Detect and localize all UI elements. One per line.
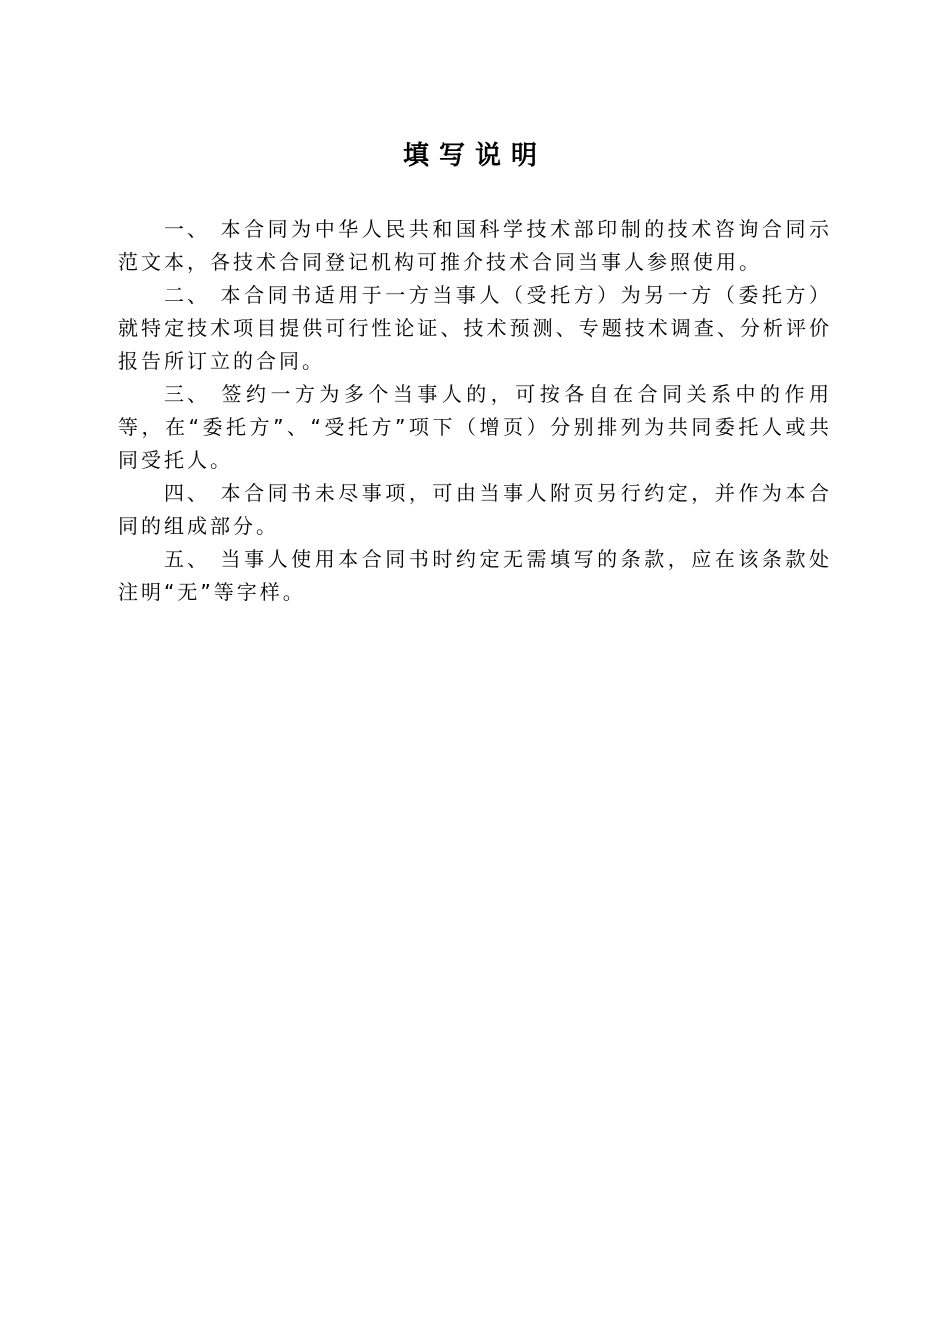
item-number: 三、 xyxy=(164,382,210,406)
item-text: 签约一方为多个当事人的，可按各自在合同关系中的作用等，在“委托方”、“受托方”项下（增页）分别排列为共同委托人或共同受托人。 xyxy=(118,382,832,472)
instruction-item-2 xyxy=(118,279,832,378)
item-number: 一、 xyxy=(164,217,210,241)
instructions-list xyxy=(118,213,832,609)
item-number: 四、 xyxy=(164,481,210,505)
instruction-item-1 xyxy=(118,213,832,279)
item-text: 本合同为中华人民共和国科学技术部印制的技术咨询合同示范文本，各技术合同登记机构可推介技术合同当事人参照使用。 xyxy=(118,217,832,274)
item-number: 二、 xyxy=(164,283,210,307)
instruction-item-5 xyxy=(118,543,832,609)
item-text: 当事人使用本合同书时约定无需填写的条款，应在该条款处注明“无”等字样。 xyxy=(118,547,832,604)
page-title: 填写说明 xyxy=(402,141,547,171)
item-number: 五、 xyxy=(164,547,210,571)
item-text: 本合同书未尽事项，可由当事人附页另行约定，并作为本合同的组成部分。 xyxy=(118,481,832,538)
instruction-item-4 xyxy=(118,477,832,543)
item-text: 本合同书适用于一方当事人（受托方）为另一方（委托方）就特定技术项目提供可行性论证、技术预测、专题技术调查、分析评价报告所订立的合同。 xyxy=(118,283,832,373)
instruction-item-3 xyxy=(118,378,832,477)
